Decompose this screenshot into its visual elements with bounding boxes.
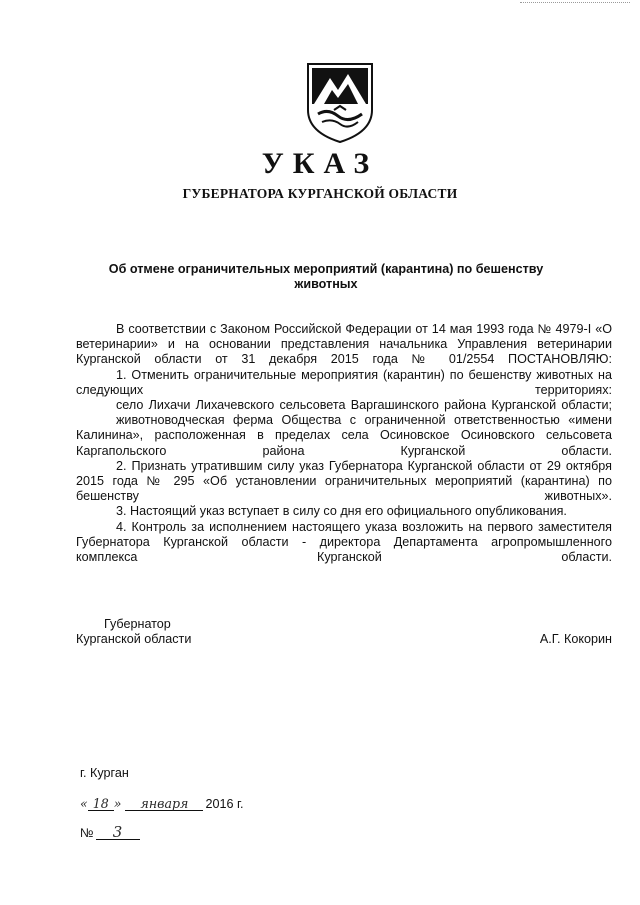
coat-of-arms-icon: [304, 60, 376, 144]
body-paragraph: В соответствии с Законом Российской Федерации от 14 мая 1993 года № 4979-I «О ветеринарии» и на основании представления начальника Управления ветеринарии Курганской области от 31 декабря 2015 года № 01/2554 ПОСТАНОВЛЯЮ:: [76, 322, 612, 367]
body-paragraph: село Лихачи Лихачевского сельсовета Варгашинского района Курганской области;: [116, 398, 612, 413]
signatory-name: А.Г. Кокорин: [539, 632, 612, 646]
body-paragraph: 1. Отменить ограничительные мероприятия (карантин) по бешенству животных на следующих территориях:: [76, 367, 612, 397]
issue-city: г. Курган: [80, 766, 129, 780]
decree-body: [76, 322, 612, 565]
signatory-position-line: Губернатор: [104, 617, 171, 631]
decree-heading: Об отмене ограничительных мероприятий (карантина) по бешенству животных: [108, 262, 544, 291]
date-open-quote: «: [80, 796, 88, 811]
number-value: 3: [96, 826, 140, 840]
signatory-position: [76, 617, 191, 647]
number-label: №: [80, 826, 94, 840]
signatory-position-line: Курганской области: [76, 632, 192, 646]
document-number: [80, 823, 140, 841]
body-paragraph: животноводческая ферма Общества с ограниченной ответственностью «имени Калинина», расположенная в пределах села Осиновское Осиновского сельсовета Каргапольского района Курганской области.: [76, 413, 612, 458]
date-year: 2016 г.: [205, 797, 244, 811]
issue-date: [80, 796, 244, 811]
date-close-quote: »: [113, 796, 122, 811]
document-title: УКАЗ: [261, 147, 379, 180]
body-paragraph: 3. Настоящий указ вступает в силу со дня его официального опубликования.: [116, 504, 567, 519]
body-paragraph: 2. Признать утратившим силу указ Губернатора Курганской области от 29 октября 2015 года № 295 «Об установлении ограничительных мероприятий (карантина) по бешенству животных».: [76, 458, 612, 504]
body-paragraph: 4. Контроль за исполнением настоящего указа возложить на первого заместителя Губернатора Курганской области - директора Департамента агропромышленного комплекса Курганской области.: [76, 519, 612, 565]
document-issuer: ГУБЕРНАТОРА КУРГАНСКОЙ ОБЛАСТИ: [182, 186, 458, 201]
date-month: января: [125, 797, 203, 811]
scan-artifact-dots: [520, 2, 630, 9]
date-day: 18: [88, 797, 114, 811]
